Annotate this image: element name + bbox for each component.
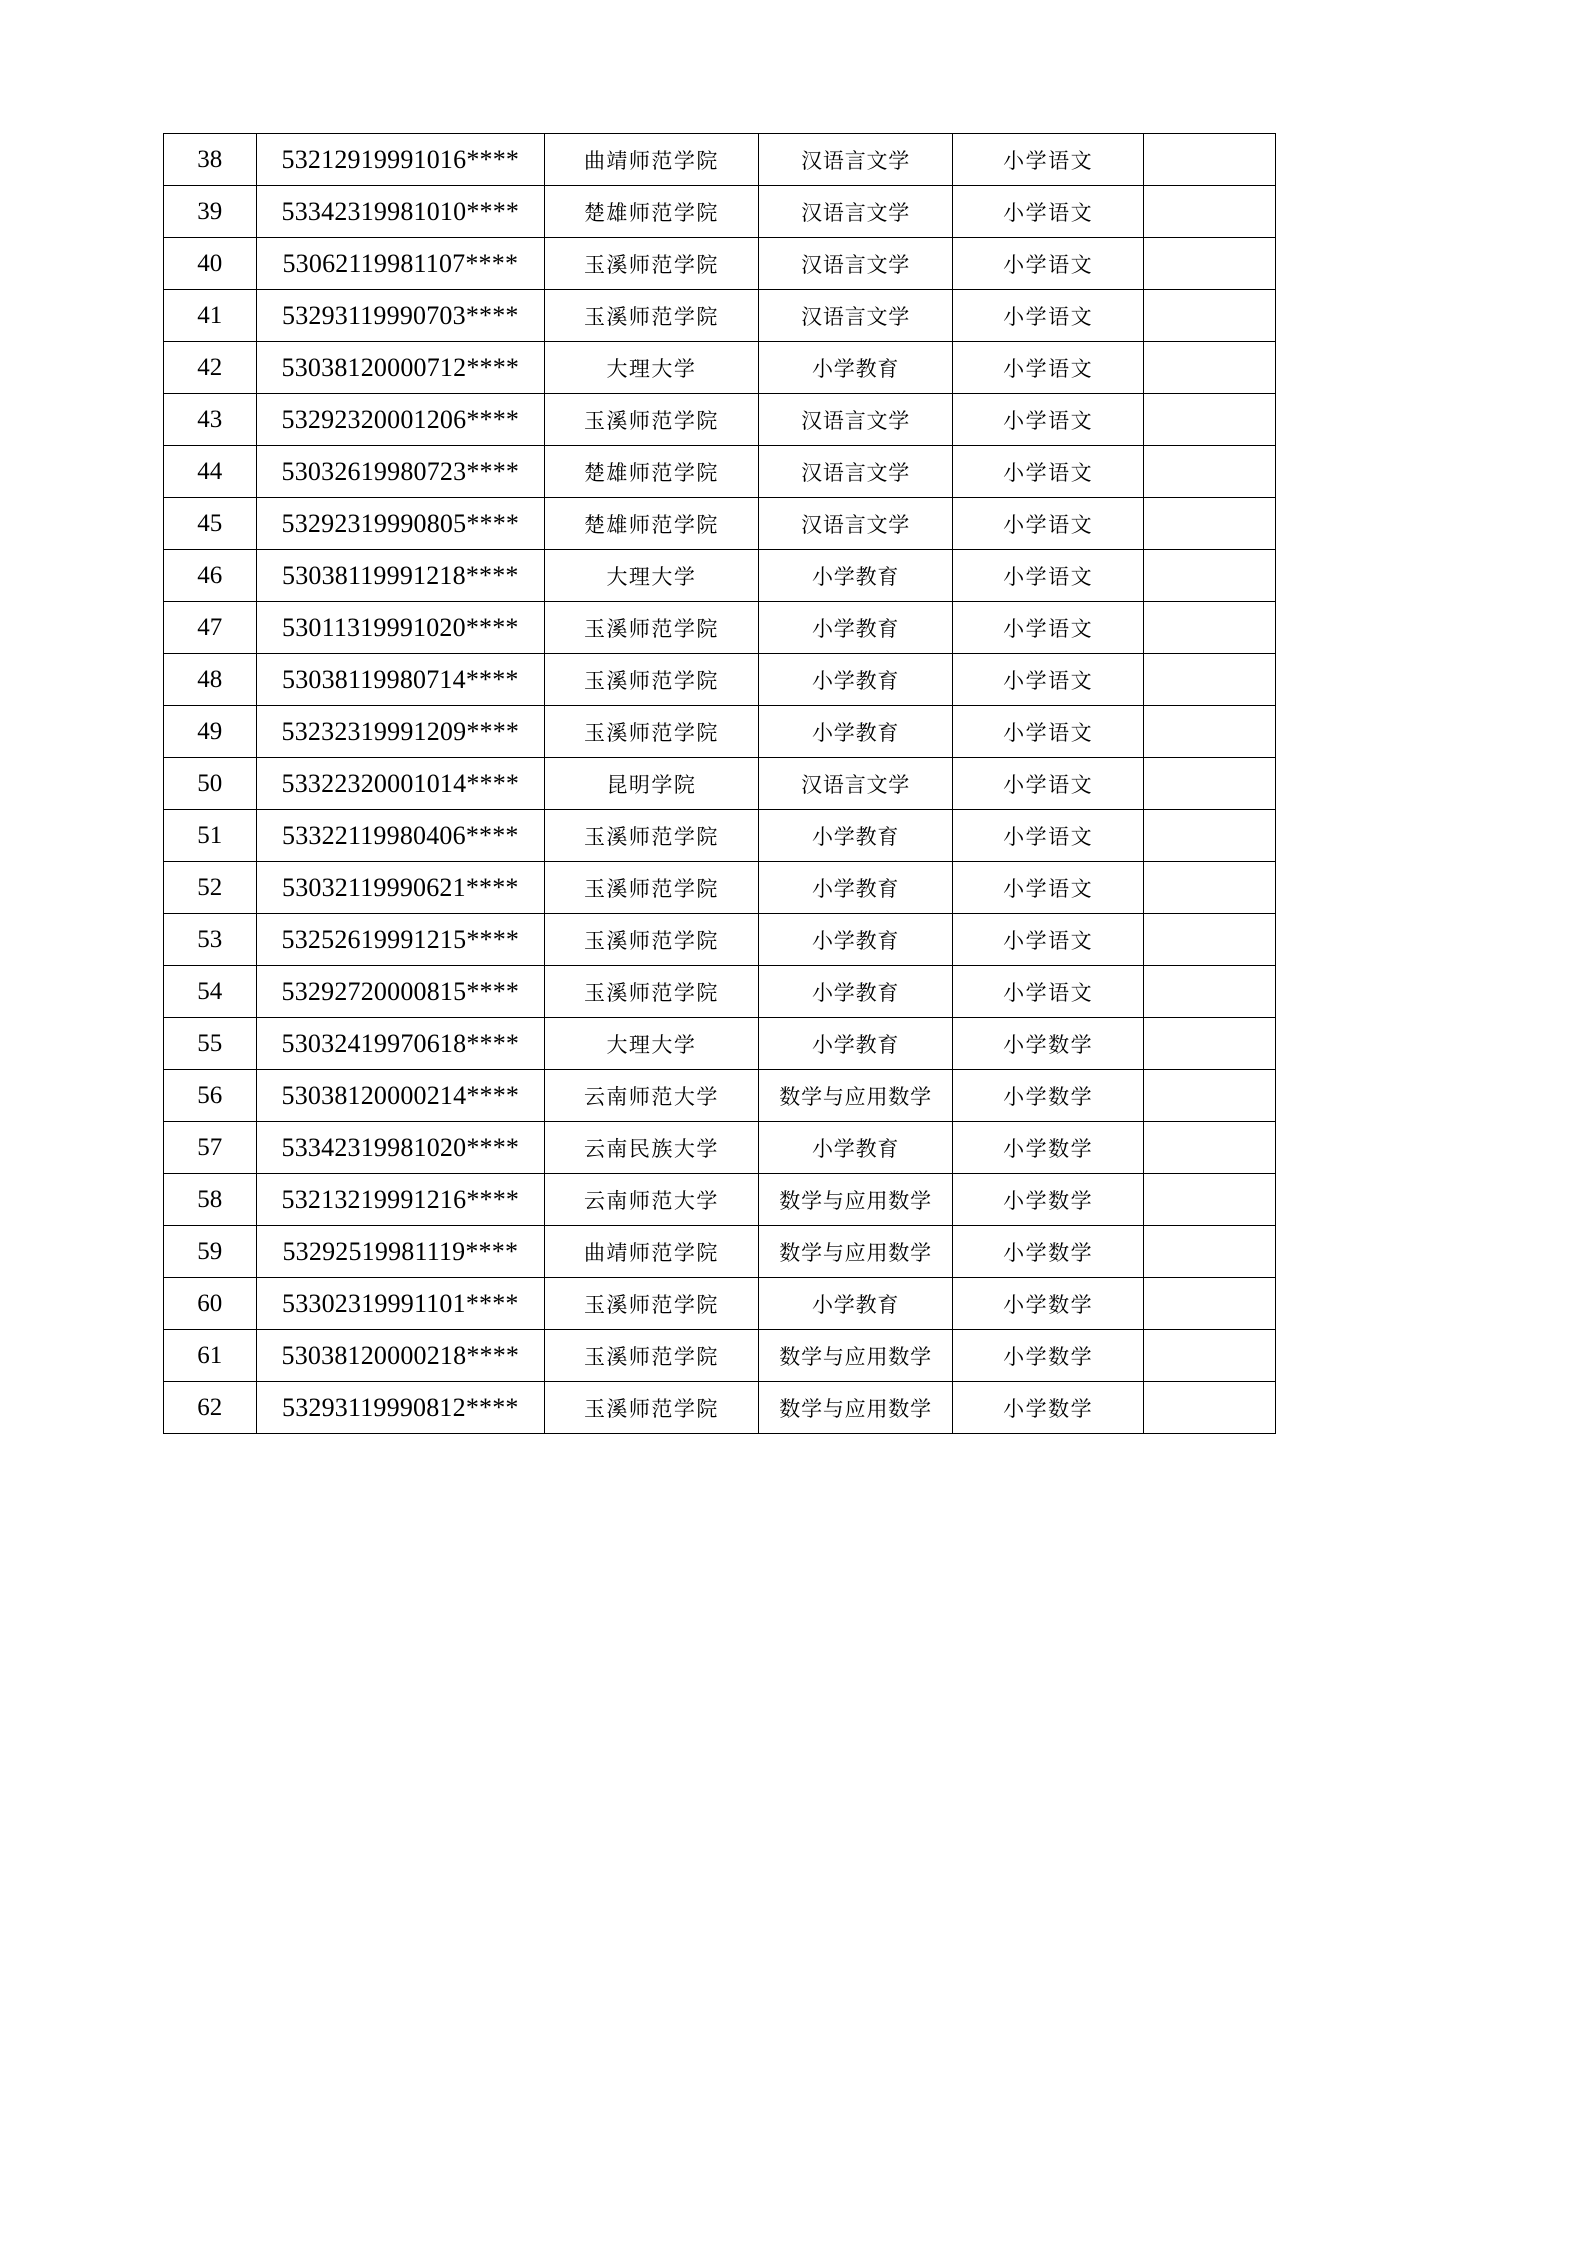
table-row [164,758,1276,810]
university-cell: 大理大学 [545,342,759,394]
subject-cell: 小学数学 [953,1018,1144,1070]
row-index-cell: 50 [164,758,257,810]
note-cell [1143,238,1275,290]
subject-cell: 小学语文 [953,186,1144,238]
row-index-cell: 43 [164,394,257,446]
subject-cell: 小学数学 [953,1070,1144,1122]
table-row [164,186,1276,238]
major-cell: 汉语言文学 [758,394,953,446]
id-number-cell: 53293119990703**** [256,290,545,342]
table-row [164,394,1276,446]
university-cell: 云南师范大学 [545,1174,759,1226]
note-cell [1143,1330,1275,1382]
subject-cell: 小学语文 [953,446,1144,498]
table-row [164,810,1276,862]
row-index-cell: 52 [164,862,257,914]
major-cell: 汉语言文学 [758,758,953,810]
major-cell: 小学教育 [758,966,953,1018]
row-index-cell: 59 [164,1226,257,1278]
major-cell: 汉语言文学 [758,238,953,290]
university-cell: 玉溪师范学院 [545,238,759,290]
major-cell: 小学教育 [758,914,953,966]
subject-cell: 小学数学 [953,1382,1144,1434]
major-cell: 小学教育 [758,810,953,862]
note-cell [1143,1226,1275,1278]
table-row [164,706,1276,758]
subject-cell: 小学语文 [953,758,1144,810]
row-index-cell: 53 [164,914,257,966]
subject-cell: 小学语文 [953,966,1144,1018]
roster-table-body [164,134,1276,1434]
note-cell [1143,602,1275,654]
subject-cell: 小学语文 [953,290,1144,342]
university-cell: 玉溪师范学院 [545,1382,759,1434]
id-number-cell: 53342319981020**** [256,1122,545,1174]
subject-cell: 小学数学 [953,1174,1144,1226]
row-index-cell: 61 [164,1330,257,1382]
row-index-cell: 38 [164,134,257,186]
major-cell: 小学教育 [758,550,953,602]
major-cell: 小学教育 [758,1018,953,1070]
university-cell: 昆明学院 [545,758,759,810]
university-cell: 玉溪师范学院 [545,1278,759,1330]
note-cell [1143,1382,1275,1434]
note-cell [1143,914,1275,966]
id-number-cell: 53038120000214**** [256,1070,545,1122]
id-number-cell: 53038119980714**** [256,654,545,706]
row-index-cell: 48 [164,654,257,706]
table-row [164,1278,1276,1330]
subject-cell: 小学语文 [953,914,1144,966]
note-cell [1143,498,1275,550]
row-index-cell: 49 [164,706,257,758]
table-row [164,862,1276,914]
id-number-cell: 53038120000712**** [256,342,545,394]
table-row [164,1330,1276,1382]
row-index-cell: 40 [164,238,257,290]
major-cell: 数学与应用数学 [758,1382,953,1434]
major-cell: 小学教育 [758,342,953,394]
id-number-cell: 53032419970618**** [256,1018,545,1070]
table-row [164,1382,1276,1434]
table-row [164,602,1276,654]
university-cell: 玉溪师范学院 [545,706,759,758]
university-cell: 玉溪师范学院 [545,394,759,446]
row-index-cell: 54 [164,966,257,1018]
row-index-cell: 51 [164,810,257,862]
major-cell: 数学与应用数学 [758,1226,953,1278]
university-cell: 玉溪师范学院 [545,862,759,914]
major-cell: 小学教育 [758,1278,953,1330]
table-row [164,342,1276,394]
row-index-cell: 41 [164,290,257,342]
university-cell: 曲靖师范学院 [545,1226,759,1278]
subject-cell: 小学语文 [953,706,1144,758]
row-index-cell: 57 [164,1122,257,1174]
table-row [164,1174,1276,1226]
row-index-cell: 55 [164,1018,257,1070]
table-row [164,290,1276,342]
major-cell: 汉语言文学 [758,290,953,342]
university-cell: 大理大学 [545,550,759,602]
university-cell: 云南师范大学 [545,1070,759,1122]
note-cell [1143,758,1275,810]
id-number-cell: 53032619980723**** [256,446,545,498]
major-cell: 数学与应用数学 [758,1330,953,1382]
university-cell: 玉溪师范学院 [545,602,759,654]
subject-cell: 小学语文 [953,394,1144,446]
id-number-cell: 53038119991218**** [256,550,545,602]
row-index-cell: 60 [164,1278,257,1330]
major-cell: 小学教育 [758,862,953,914]
subject-cell: 小学语文 [953,498,1144,550]
note-cell [1143,134,1275,186]
id-number-cell: 53292519981119**** [256,1226,545,1278]
row-index-cell: 56 [164,1070,257,1122]
note-cell [1143,966,1275,1018]
id-number-cell: 53011319991020**** [256,602,545,654]
university-cell: 玉溪师范学院 [545,914,759,966]
note-cell [1143,446,1275,498]
subject-cell: 小学数学 [953,1278,1144,1330]
note-cell [1143,342,1275,394]
note-cell [1143,394,1275,446]
id-number-cell: 53292720000815**** [256,966,545,1018]
subject-cell: 小学语文 [953,862,1144,914]
row-index-cell: 62 [164,1382,257,1434]
note-cell [1143,1174,1275,1226]
note-cell [1143,810,1275,862]
note-cell [1143,550,1275,602]
subject-cell: 小学数学 [953,1122,1144,1174]
id-number-cell: 53062119981107**** [256,238,545,290]
subject-cell: 小学语文 [953,238,1144,290]
note-cell [1143,1122,1275,1174]
table-row [164,654,1276,706]
note-cell [1143,290,1275,342]
row-index-cell: 42 [164,342,257,394]
id-number-cell: 53292319990805**** [256,498,545,550]
roster-table-container [163,133,1276,1434]
row-index-cell: 45 [164,498,257,550]
note-cell [1143,1278,1275,1330]
university-cell: 楚雄师范学院 [545,186,759,238]
major-cell: 小学教育 [758,1122,953,1174]
id-number-cell: 53212919991016**** [256,134,545,186]
note-cell [1143,186,1275,238]
table-row [164,134,1276,186]
id-number-cell: 53322119980406**** [256,810,545,862]
university-cell: 楚雄师范学院 [545,446,759,498]
university-cell: 大理大学 [545,1018,759,1070]
id-number-cell: 53032119990621**** [256,862,545,914]
row-index-cell: 39 [164,186,257,238]
note-cell [1143,654,1275,706]
table-row [164,914,1276,966]
major-cell: 汉语言文学 [758,498,953,550]
subject-cell: 小学语文 [953,810,1144,862]
table-row [164,1226,1276,1278]
table-row [164,1070,1276,1122]
subject-cell: 小学数学 [953,1330,1144,1382]
id-number-cell: 53293119990812**** [256,1382,545,1434]
major-cell: 数学与应用数学 [758,1070,953,1122]
row-index-cell: 58 [164,1174,257,1226]
table-row [164,1018,1276,1070]
table-row [164,446,1276,498]
id-number-cell: 53322320001014**** [256,758,545,810]
id-number-cell: 53302319991101**** [256,1278,545,1330]
table-row [164,238,1276,290]
major-cell: 小学教育 [758,602,953,654]
subject-cell: 小学语文 [953,550,1144,602]
subject-cell: 小学语文 [953,654,1144,706]
note-cell [1143,1018,1275,1070]
id-number-cell: 53252619991215**** [256,914,545,966]
university-cell: 楚雄师范学院 [545,498,759,550]
note-cell [1143,706,1275,758]
major-cell: 小学教育 [758,654,953,706]
table-row [164,966,1276,1018]
subject-cell: 小学语文 [953,342,1144,394]
row-index-cell: 47 [164,602,257,654]
roster-table [163,133,1276,1434]
id-number-cell: 53342319981010**** [256,186,545,238]
id-number-cell: 53232319991209**** [256,706,545,758]
university-cell: 玉溪师范学院 [545,654,759,706]
major-cell: 小学教育 [758,706,953,758]
university-cell: 曲靖师范学院 [545,134,759,186]
id-number-cell: 53038120000218**** [256,1330,545,1382]
table-row [164,1122,1276,1174]
major-cell: 汉语言文学 [758,186,953,238]
table-row [164,550,1276,602]
row-index-cell: 46 [164,550,257,602]
major-cell: 汉语言文学 [758,446,953,498]
university-cell: 玉溪师范学院 [545,966,759,1018]
note-cell [1143,1070,1275,1122]
major-cell: 汉语言文学 [758,134,953,186]
table-row [164,498,1276,550]
university-cell: 玉溪师范学院 [545,1330,759,1382]
university-cell: 玉溪师范学院 [545,290,759,342]
note-cell [1143,862,1275,914]
subject-cell: 小学语文 [953,602,1144,654]
subject-cell: 小学语文 [953,134,1144,186]
university-cell: 云南民族大学 [545,1122,759,1174]
id-number-cell: 53213219991216**** [256,1174,545,1226]
row-index-cell: 44 [164,446,257,498]
id-number-cell: 53292320001206**** [256,394,545,446]
university-cell: 玉溪师范学院 [545,810,759,862]
major-cell: 数学与应用数学 [758,1174,953,1226]
subject-cell: 小学数学 [953,1226,1144,1278]
